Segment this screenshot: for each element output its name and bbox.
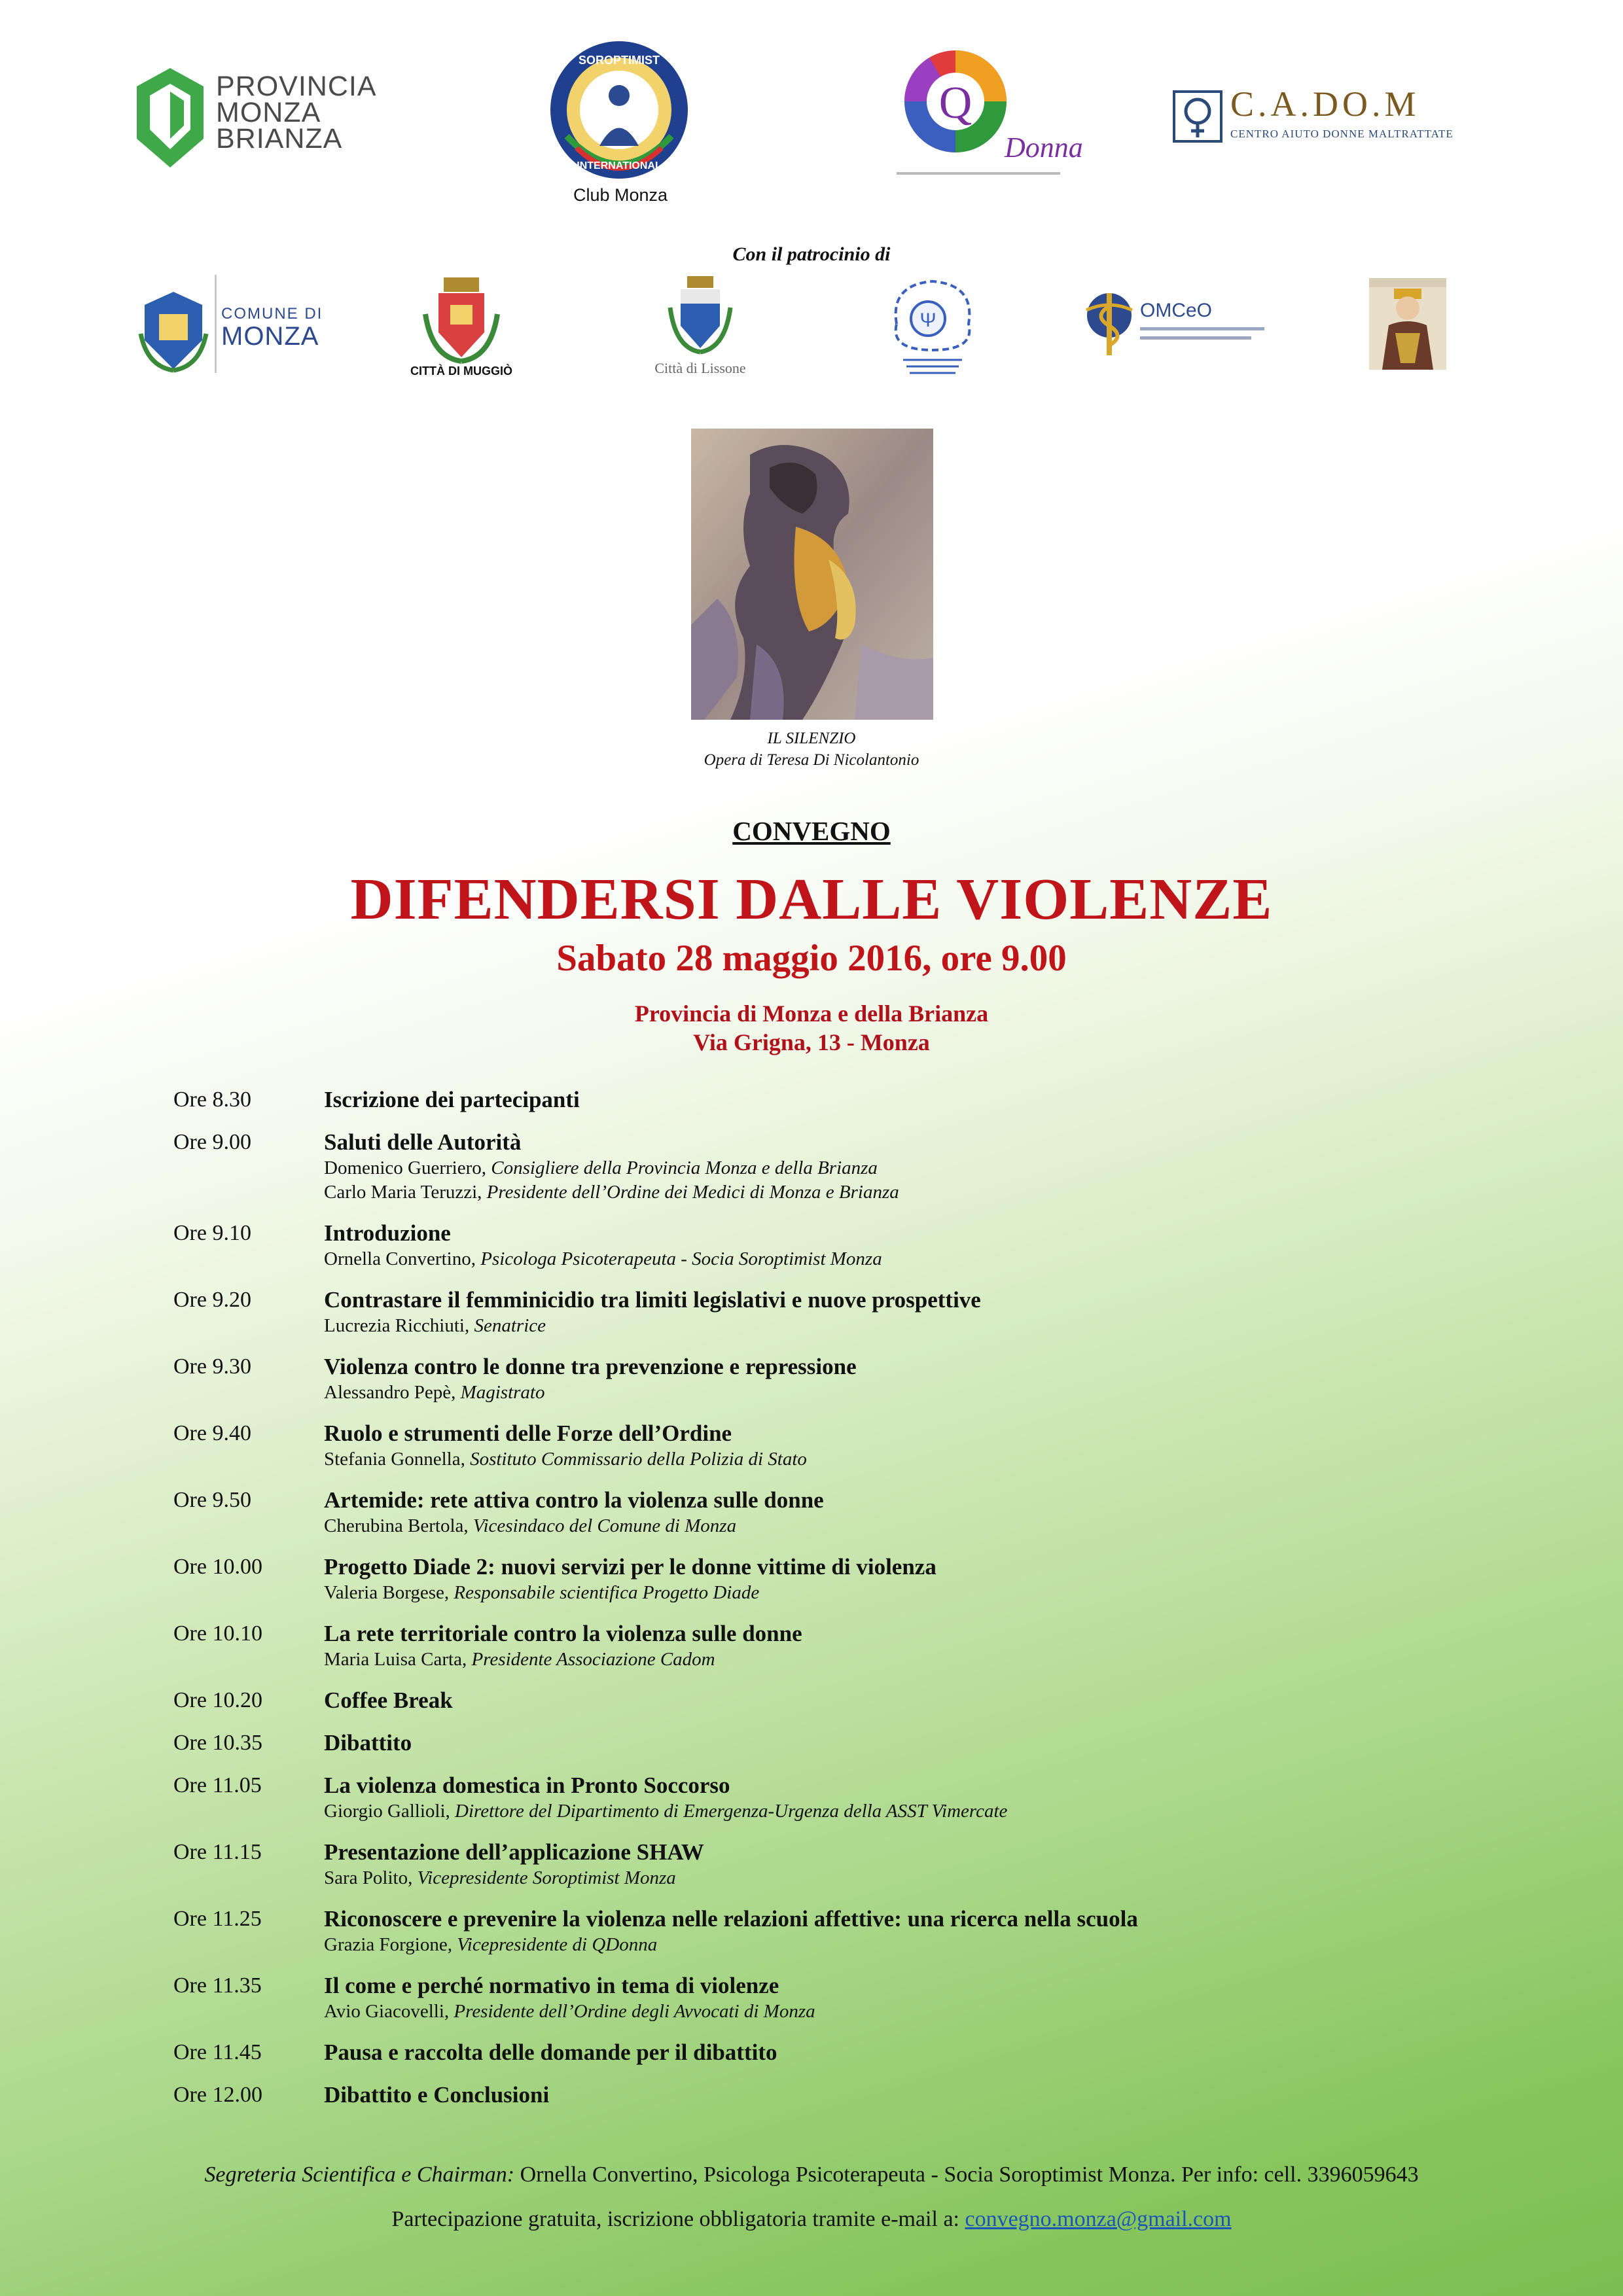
- program-item: [173, 1286, 1482, 1338]
- convegno-label: CONVEGNO: [732, 816, 891, 846]
- cadom-emblem-icon: [1173, 90, 1222, 143]
- provincia-shield-logo: [134, 65, 206, 170]
- program-body: [324, 1086, 1482, 1114]
- program-item: [173, 1972, 1482, 2024]
- program-title: Saluti delle Autorità: [324, 1129, 522, 1155]
- speaker-name: Maria Luisa Carta,: [324, 1649, 467, 1670]
- program-time: Ore 10.10: [173, 1621, 262, 1646]
- speaker-role: Sostituto Commissario della Polizia di Stato: [470, 1449, 807, 1470]
- program-time: Ore 11.35: [173, 1973, 262, 1998]
- artwork-title: IL SILENZIO: [767, 730, 856, 747]
- comune-di-word: COMUNE DI: [221, 305, 323, 323]
- program-body: [324, 2081, 1482, 2109]
- program-title: Ruolo e strumenti delle Forze dell’Ordine: [324, 1421, 732, 1446]
- program-body: [324, 1839, 1482, 1890]
- footer-participation: [0, 2207, 1623, 2232]
- comune-monza-crest-icon: [134, 288, 213, 373]
- program-speaker: [324, 1247, 1482, 1271]
- speaker-role: Psicologa Psicoterapeuta - Socia Soroptimist Monza: [480, 1248, 882, 1269]
- program-body: [324, 1129, 1482, 1205]
- svg-text:SOROPTIMIST: SOROPTIMIST: [578, 54, 660, 67]
- program-item: [173, 1487, 1482, 1538]
- program-item: [173, 1687, 1482, 1714]
- program-speaker: [324, 1648, 1482, 1672]
- program-speaker: [324, 1933, 1482, 1957]
- program-title: Dibattito: [324, 1730, 412, 1756]
- program-title: Iscrizione dei partecipanti: [324, 1087, 580, 1112]
- program-title: La violenza domestica in Pronto Soccorso: [324, 1773, 730, 1798]
- svg-text:Donna: Donna: [1005, 132, 1083, 164]
- program-body: [324, 1772, 1482, 1824]
- program-speaker: [324, 1866, 1482, 1890]
- speaker-name: Cherubina Bertola,: [324, 1515, 469, 1536]
- speaker-role: Consigliere della Provincia Monza e della Brianza: [491, 1157, 878, 1178]
- speaker-name: Avio Giacovelli,: [324, 2001, 450, 2022]
- program-body: [324, 1972, 1482, 2024]
- secretariat-label: Segreteria Scientifica e Chairman:: [204, 2163, 515, 2187]
- program-speaker: [324, 1799, 1482, 1824]
- speaker-role: Presidente dell’Ordine dei Medici di Monza e Brianza: [486, 1182, 899, 1203]
- program-title: Violenza contro le donne tra prevenzione e repressione: [324, 1354, 857, 1379]
- program-title: Pausa e raccolta delle domande per il dibattito: [324, 2040, 777, 2065]
- secretariat-text: Ornella Convertino, Psicologa Psicoterapeuta - Socia Soroptimist Monza. Per info: cell. 3396059643: [520, 2163, 1419, 2187]
- event-venue-address: Via Grigna, 13 - Monza: [693, 1029, 930, 1055]
- speaker-name: Stefania Gonnella,: [324, 1449, 465, 1470]
- speaker-name: Carlo Maria Teruzzi,: [324, 1182, 482, 1203]
- patrocinio-label: Con il patrocinio di: [732, 243, 891, 265]
- program-time: Ore 11.25: [173, 1907, 262, 1931]
- provincia-word: PROVINCIA: [216, 71, 377, 102]
- program-body: [324, 1353, 1482, 1405]
- footer-secretariat: [0, 2163, 1623, 2187]
- program-title: La rete territoriale contro la violenza sulle donne: [324, 1621, 802, 1646]
- program-item: [173, 1729, 1482, 1757]
- svg-text:Ψ: Ψ: [919, 309, 936, 331]
- program-body: [324, 1420, 1482, 1472]
- program-title: Coffee Break: [324, 1687, 453, 1713]
- program-time: Ore 10.35: [173, 1731, 262, 1755]
- program-time: Ore 9.20: [173, 1288, 251, 1312]
- program-speaker: [324, 1314, 1482, 1338]
- program-title: Introduzione: [324, 1220, 451, 1246]
- program-title: Il come e perché normativo in tema di violenze: [324, 1973, 779, 1998]
- comune-monza-text: [221, 305, 323, 349]
- program-item: [173, 1553, 1482, 1605]
- cadom-subtitle: CENTRO AIUTO DONNE MALTRATTATE: [1230, 128, 1454, 140]
- speaker-role: Direttore del Dipartimento di Emergenza-Urgenza della ASST Vimercate: [455, 1801, 1008, 1822]
- monza-word-2: MONZA: [221, 322, 319, 351]
- program-title: Contrastare il femminicidio tra limiti legislativi e nuove prospettive: [324, 1287, 981, 1313]
- program-time: Ore 10.00: [173, 1555, 262, 1579]
- speaker-name: Giorgio Gallioli,: [324, 1801, 450, 1822]
- program-speaker: [324, 1447, 1482, 1472]
- program-time: Ore 12.00: [173, 2083, 262, 2107]
- artwork-author: Opera di Teresa Di Nicolantonio: [704, 751, 919, 769]
- il-silenzio-painting: [691, 429, 933, 720]
- speaker-name: Sara Polito,: [324, 1867, 413, 1888]
- program-time: Ore 9.10: [173, 1221, 251, 1245]
- speaker-name: Alessandro Pepè,: [324, 1382, 456, 1403]
- program-time: Ore 10.20: [173, 1688, 262, 1712]
- program-item: [173, 1772, 1482, 1824]
- program-speaker: [324, 2000, 1482, 2024]
- speaker-role: Presidente Associazione Cadom: [471, 1649, 715, 1670]
- program-item: [173, 1905, 1482, 1957]
- program-time: Ore 11.15: [173, 1840, 262, 1864]
- speaker-role: Responsabile scientifica Progetto Diade: [454, 1582, 760, 1603]
- program-body: [324, 2039, 1482, 2066]
- program-title: Dibattito e Conclusioni: [324, 2082, 550, 2108]
- program-body: [324, 1553, 1482, 1605]
- monza-word: MONZA: [216, 97, 321, 128]
- provincia-logo-text: [216, 73, 377, 152]
- muggio-crest-icon: [412, 275, 510, 366]
- program-body: [324, 1729, 1482, 1757]
- comune-divider: [215, 275, 217, 373]
- program-title: Artemide: rete attiva contro la violenza sulle donne: [324, 1487, 824, 1513]
- program-time: Ore 9.30: [173, 1354, 251, 1379]
- omceo-subtitle-line: [1140, 327, 1264, 330]
- program-item: [173, 1839, 1482, 1890]
- event-venue-name: Provincia di Monza e della Brianza: [634, 1000, 989, 1027]
- omceo-label: OMCeO: [1140, 300, 1213, 321]
- muggio-label: CITTÀ DI MUGGIÒ: [410, 364, 512, 378]
- speaker-role: Presidente dell’Ordine degli Avvocati di Monza: [454, 2001, 815, 2022]
- program-time: Ore 11.05: [173, 1773, 262, 1797]
- omceo-caduceus-icon: [1080, 287, 1139, 359]
- program-speaker: [324, 1180, 1482, 1205]
- program-title: Progetto Diade 2: nuovi servizi per le donne vittime di violenza: [324, 1554, 936, 1580]
- speaker-role: Vicesindaco del Comune di Monza: [473, 1515, 737, 1536]
- program-speaker: [324, 1381, 1482, 1405]
- speaker-role: Senatrice: [474, 1315, 546, 1336]
- lissone-crest-icon: [661, 275, 740, 357]
- program-title: Riconoscere e prevenire la violenza nelle relazioni affettive: una ricerca nella scuola: [324, 1906, 1138, 1932]
- ordine-psicologi-logo: [877, 272, 988, 376]
- lissone-label: Città di Lissone: [654, 360, 746, 376]
- queen-portrait-image: [1369, 278, 1446, 370]
- svg-text:Q: Q: [938, 78, 972, 128]
- event-title: DIFENDERSI DALLE VIOLENZE: [350, 867, 1273, 932]
- speaker-name: Domenico Guerriero,: [324, 1157, 487, 1178]
- email-link[interactable]: convegno.monza@gmail.com: [965, 2207, 1232, 2231]
- speaker-name: Grazia Forgione,: [324, 1934, 452, 1955]
- program-body: [324, 1286, 1482, 1338]
- program-list: [173, 1086, 1482, 2124]
- program-time: Ore 11.45: [173, 2040, 262, 2064]
- program-body: [324, 1487, 1482, 1538]
- program-time: Ore 8.30: [173, 1087, 251, 1112]
- speaker-role: Magistrato: [460, 1382, 545, 1403]
- program-body: [324, 1620, 1482, 1672]
- speaker-role: Vicepresidente di QDonna: [457, 1934, 658, 1955]
- qdonna-logo: [890, 46, 1083, 183]
- speaker-name: Ornella Convertino,: [324, 1248, 476, 1269]
- program-speaker: [324, 1581, 1482, 1605]
- speaker-role: Vicepresidente Soroptimist Monza: [417, 1867, 676, 1888]
- program-title: Presentazione dell’applicazione SHAW: [324, 1839, 704, 1865]
- program-item: [173, 2039, 1482, 2066]
- program-time: Ore 9.50: [173, 1488, 251, 1512]
- cadom-name: C.A.DO.M: [1230, 84, 1420, 124]
- program-item: [173, 1620, 1482, 1672]
- program-item: [173, 1220, 1482, 1271]
- svg-text:INTERNATIONAL: INTERNATIONAL: [577, 160, 662, 171]
- speaker-name: Valeria Borgese,: [324, 1582, 450, 1603]
- program-body: [324, 1220, 1482, 1271]
- program-item: [173, 1086, 1482, 1114]
- program-item: [173, 1420, 1482, 1472]
- event-date: Sabato 28 maggio 2016, ore 9.00: [556, 938, 1067, 979]
- program-item: [173, 2081, 1482, 2109]
- program-time: Ore 9.40: [173, 1421, 251, 1445]
- program-item: [173, 1353, 1482, 1405]
- club-monza-label: Club Monza: [573, 185, 668, 205]
- program-body: [324, 1687, 1482, 1714]
- brianza-word: BRIANZA: [216, 123, 343, 154]
- soroptimist-logo: [547, 38, 691, 182]
- program-speaker: [324, 1514, 1482, 1538]
- program-body: [324, 1905, 1482, 1957]
- program-time: Ore 9.00: [173, 1130, 251, 1154]
- participation-text: Partecipazione gratuita, iscrizione obbligatoria tramite e-mail a:: [391, 2207, 959, 2231]
- speaker-name: Lucrezia Ricchiuti,: [324, 1315, 470, 1336]
- program-speaker: [324, 1156, 1482, 1180]
- program-item: [173, 1129, 1482, 1205]
- omceo-subtitle-line: [1140, 336, 1251, 340]
